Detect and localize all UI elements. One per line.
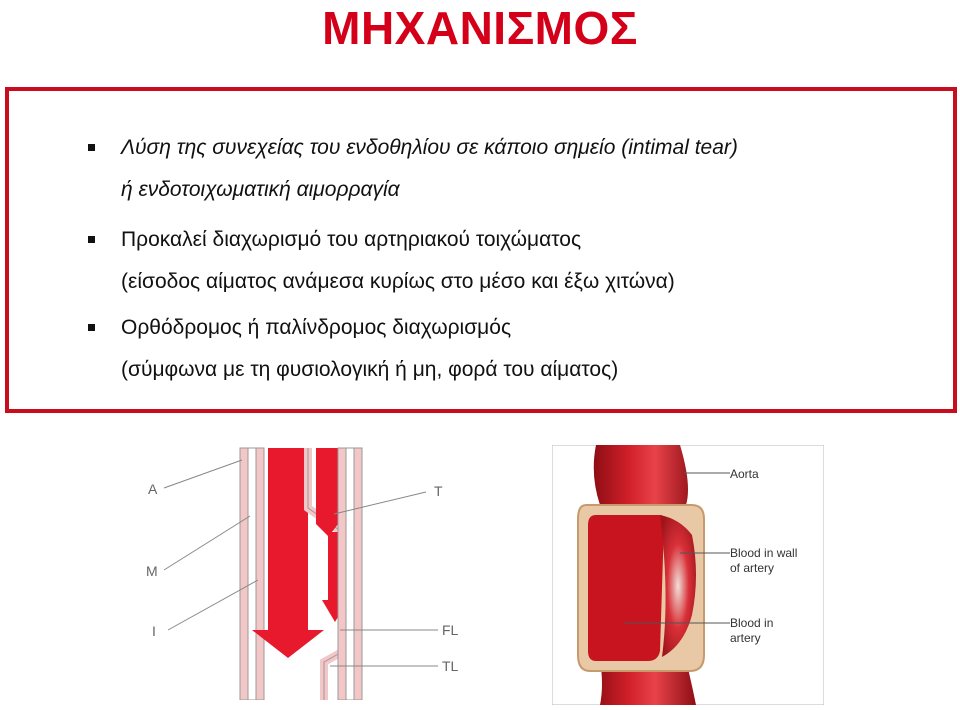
bullet-line: ή ενδοτοιχωματική αιμορραγία [121, 178, 400, 201]
label-blood-wall-1: Blood in wall [730, 546, 798, 560]
dissection-schematic [138, 440, 478, 700]
bullet-line: Ορθόδρομος ή παλίνδρομος διαχωρισμός [121, 316, 512, 339]
adventitia-right [354, 448, 362, 700]
bullet-item-separation [9, 219, 939, 303]
label-blood-artery-2: artery [730, 631, 761, 645]
slide-title: ΜΗΧΑΝΙΣΜΟΣ [322, 2, 638, 54]
dissection-schematic-svg [138, 440, 478, 700]
pointer-line-m [164, 516, 250, 570]
pointer-line-a [164, 460, 242, 488]
bullet-line: (είσοδος αίματος ανάμεσα κυρίως στο μέσο και έξω χιτώνα) [121, 270, 675, 293]
adventitia-inner-right [346, 448, 354, 700]
label-fl: FL [442, 622, 459, 638]
label-t: T [434, 483, 443, 499]
label-i: I [152, 623, 156, 639]
bullet-item-intimal-tear [9, 127, 939, 211]
label-blood-wall-2: of artery [730, 561, 775, 575]
adventitia-left [240, 448, 248, 700]
label-blood-artery-1: Blood in [730, 616, 774, 630]
bullet-item-direction [9, 307, 939, 391]
media-right [338, 448, 346, 700]
label-aorta: Aorta [730, 467, 759, 481]
bullet-panel [5, 87, 957, 413]
aorta-illustration-svg [552, 445, 824, 705]
label-m: M [146, 563, 158, 579]
label-a: A [148, 481, 158, 497]
bullet-square-icon [88, 324, 95, 331]
bullet-square-icon [88, 236, 95, 243]
bullet-line: (σύμφωνα με τη φυσιολογική ή μη, φορά του αίματος) [121, 358, 619, 381]
bullet-line: Λύση της συνεχείας του ενδοθηλίου σε κάποιο σημείο (intimal tear) [121, 136, 738, 159]
bullet-square-icon [88, 144, 95, 151]
aorta-lumen [588, 515, 665, 661]
media-left [248, 448, 256, 700]
bullet-line: Προκαλεί διαχωρισμό του αρτηριακού τοιχώματος [121, 228, 582, 251]
label-tl: TL [442, 658, 459, 674]
intima-left [256, 448, 264, 700]
aorta-illustration [552, 445, 824, 705]
